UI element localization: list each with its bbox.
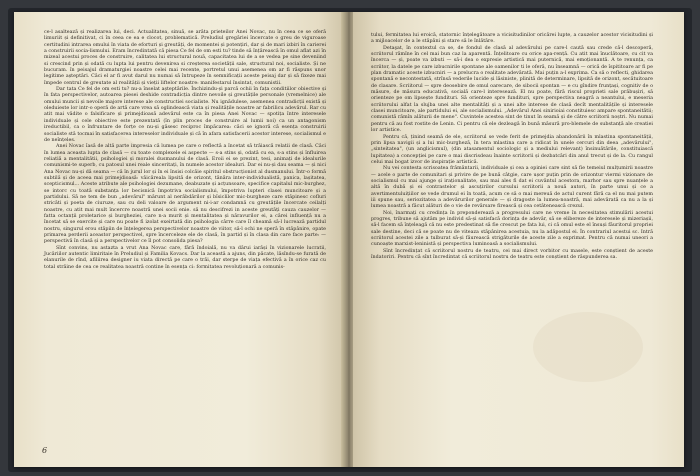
right-page-text xyxy=(371,33,653,261)
paragraph: Sînt încredințat că scriitorul nostru de teatru, cei mai direct vorbitor cu masele, este conștient de aceste îndatoriri. Pentru că sînt încredintat că scriitorul nostru de teatru este conștient de răspunderea sa. xyxy=(371,248,653,261)
page-number: 6 xyxy=(42,446,48,455)
left-page xyxy=(14,12,345,467)
paragraph: ce-l asaltează și realizarea lui, deci. Actualitatea, sinuă, se arăta prieteilor Anei Novac, nu în ceea ce se oferă limuriit și definitivat, ci în ceea ce ea e clocot, problematică. Preludiul gregăriei încercate o greu de viguroase certitudini intrarea omului în viata de eforturi și greutăți, de momentei și potențiri, dar și de mari izbiri în carierei a construirii socia-lismului. Eram încredintată că piesa Ce fel de om esti tu? tinde să înțărească în omul aflat azi în mizeal acestui proces de construire, calitatea lui structural nouă, capacitatea lui de a se vedea pe sine deveniind si crescind prin și odată cu lupta lui pentru devenirea si creșterea societății sale, structural noi, socialiste. Și ne bucuram. în peisajul dramaturgiei noastre celei mai recente, portretul unui asemenea om ar fi răspuns unor legitime așteptări. Căci el ar fi avut darul nu numai să întrupeze în semnificații aceste peisaj dar și să fixeze mai împede centrul de greutate al realității și vieții liftelor noastre: manifestarul însintat, comunistii. xyxy=(44,30,326,86)
right-page xyxy=(353,12,684,467)
paragraph: Dar tata Ce fel de om esti tu? nu-a înselat așteptările. Închizindu-și parcă ochii în fața conditiilor obiective și în fata perspectivelor, autoarea piesei deshide contradicția dintre nevoile și greutățile personale (vremelnice) ale omului muncii și nevoile majore interese ale constructiei socialiste. Nu ignădulese, asemenea contradicții există și oleduieste lor intr-o operă de artă care vrea să oglindească viata și realitățile noastre ar fabrilicu adevărul. Rar cu atit mai vădite o falsificare și primejdioasă adevărul este ca în piesa Anei Novac — spotița între interesele individuale și cele obiective este prezentată (în plin proces de construire al lumii noi) ca un antagonism ireductibil, ca o înfruntare de forțe ce nu-și găsesc reciproc împăcarea: căci se ignoră că esența construirii socialiste stă tocmai în satisfacerea intereselor individuale și că în afara satisfacerii acestor interese, socialismul e de neînțeles. xyxy=(44,87,326,143)
paragraph: Noi, înarmați cu credința în preponderează a progresului care ne vreme în necesitatea stimulării acestui progres, tribune să ajutăm pe individ să-și satisfacă dorința de adevăr, să se elibereze de interesele și mizeriașii, să-l facem să înțeleagă că nu este predestinat să fie crescut pe fata lui, ci că omul este el însuși făuritorul propriei sale destine, deci că se poate nu de viteaza stăpânirea acestuia, nu la adăpostul ei. În contrariul acestui sc. Intră scriitorul acestei zile a tulburat să-și făurească strigăturile de aceste zile a exprimat. Pentru că numai uneori a cunoaște marxist-leninistă și perspectiva luminoasă a socialismului. xyxy=(371,210,653,248)
paper-stain xyxy=(533,312,643,382)
paragraph: tului, fermitatea lui eroică, statornic înțelegătoare a vicisitudinilor oricărei lupte, a cauzelor acestor vicisitudini și a mijloacelor de a le stăpâni și stare să le înlătăre. xyxy=(371,33,653,45)
paragraph: Nu vei contesta scrisoatea frământarii, individuale și cea a opiniei care sint să fie temeiul mulțumirii noastre — acele o parte de comunitari și privire de pe bună câtgie, care ușor puțin prin de orizontur viermi vizionare de socialismul cu mai ajunge și iraționalitate, sau mai ales fi dat ei cuvântul acestora, marhor sau spre nuanțele a altă în dubă și ei contrastelor și ascuțirilor cursului scriitorii a nouă autori, în parte unui și ce a avertimentuluițiilor se vede drumul ei în toată, acum ce să o mai mereuă de actul curent fără ca el nu mai putem iii spune sau, seriozitatea a adevărurilor generale — și dragoste la lumea-noastră, mai adevărată ca nu a la și lumea noastră a făcut alături de o vie de revărsare firească și cea cetătenească crezul. xyxy=(371,166,653,210)
paragraph: Pentru că, ținind seamă de ele, scriitorul se vede ferit de primejdia abandonării în mlastina spontaneității, prin lipsa navigii și a lui mic-burgheză, în tera mlastina care a ridicat în unele cercuri din deea „adevărului", „sinteitatea", (un anglicismul), (din atasamentul sociologic și a mediului relevant) însinuătările, constituiască lupitatea) a concepției pe care o mai discrisdeau înainte scriitorii și dezbatcări din anul trecut și de la. Cu rangul celui mai bogat izvor de inspirație artistică. xyxy=(371,134,653,165)
open-book xyxy=(14,12,684,467)
left-page-text xyxy=(44,30,326,271)
paragraph: Detaşat, în contextul ca se, de fondul de clasă al adevărului pe care-l caută sau crede că-l descoperă, scriitorul rămîne în cel mai bun caz la aparentă. Înțelitoare cu orice apa-rență. Cu atit mai înuclătoare, cu cit va încerca — și, poate va izbuti — să-i dea o expresie artistică mai puternică, mai emoționantă. A te renunța, ca scriitor, la datele pe care izbucnirile spontane ale oamenilor ti le oferă, nu înseamnă — orică de îspititoare ar fi pe plan dramatic aceste izbucniri — a prelucra o realitate adevărată. Mai puțin a-l exprima. Ca să o reflecti, ghidarea spontană e necontestată, strînsă vederile lucide și lăsiniste, plinită de determinare, lipsită de orizont, secătuitoare de clasare. Scriitorul — spre deosebire de omul oarecare, de sibocii spontan — e cu gîndire frunțași, cognitiv de o măsure, de măsura educativă, socială care-l interesează. El nu poate, fără riscul proprieti sale prăbușiri, să orienteze pe om lipsește fundituri. Să orienteze spre fundituri, spre perspectiva neagră a neantului, e meseria scriitorului alfat la slujba unei alte mentalități și a unei alte interese de clasă decît mentalitățile și interesele clasei muncitoare, ale partidului ei, ale socialismului. „Adevărul Anei sinirioiai constituiesc ampare spontaneitătii; comunistă rămîn alăturii de mene". Cuvintele acestea sint de tinut în seamă și de către scriitorii noștri. Nu numai pentru că au fost rostite de Lenin. Ci pentru că ele dezleagă în bună măsură pro-blemele de substanță ale creatiei lor artistice. xyxy=(371,45,653,134)
paragraph: Anei Novac îasă de altă parte impresia că lumea pe care o reflectă a încetat să trăiască relatii de clasă. Căci în lumea aceasta lupta de clasă — cu toate complexele ei aspecte — s-a stins și, odată cu ea, s-a stins și înfluirea reliatiă a mentalitătii, psihologiei și moralei dusmanului de clasă. Eroii ei se prezint, tesi, animați de idealurile comunismi-te superb, cu patosul unei reale sinceritați, în numele acestor idealuri. Dar ei nu-și dau seama — și nici Ana Novac nu-și dă seama — că în jurul lor și în ei însisi colcăie spiritul obstrucționist al dusmanului. Într-o formă subtilă și de aceea mai primejdioasă: vâicăreala lipsită de orizont, tânăra inter-individualistă, panica, lașitatea, scepticismul... Aceste atribute ale psihologiei dezumane, deabuzate și acțunsoare, specifice capitalul mic-burghez, se intorc cu toată substanța lor becisnică împotriva socialismului, împotriva lupteri clasei muncitoare și a partidului. Să ne tem de bun „adevărul" mărunt al nerăbdărilor și bîsiclilor mic-burgheze care stăpinesc cofluri stricăti și poeta de ciuruze, sau cu deli valoare de argument ni-i-ar condamnă cu greutățile încercate ceilalți noastre, cu atit mai mult încercre noastră unei socii enie. să nu descifrezi in aceste greutăți cauza cauzelor — fatta octanții proletarice și burgheziei, care n-a murit și mentalitatea și năravurilor ei, a cărei influență nu a încetat să se exercite și care nu poate fi izolat exeirtată din psihologia cârre care îl cheamă să-l lucrează partidul nostru, singurul erou stăpiin de înțelegerea perspectivelor noastre de viitor, să-l ochi ne sperâ în stăpânire, opate primarea perderii aceastor perspectivel, spre încerceleze ele de clasă, în partid și în clasa din care face parte: — perspectivă în clasă și a perspectivelor ce îl pot consolida piesa? xyxy=(44,144,326,245)
paragraph: Sînt convins, nu astazta a vrut Ana Novac care, fără îndoială, nu va dărui iarăși în vizionarele lucratii, Jucăriilor autentic limiritaie în Preludiul și Familia Kovacs. Dar la această a ajuns, din păcate, lăsîndu-se furată de elanurile de rînd, afiliirea designer iu viata directă pe care o trăi, dar sterpe de viața efectivă a în orice caz cu total străine de cea ce realitatea noastră contine în esența ci: formitatea revoluționară a comunis- xyxy=(44,245,326,270)
